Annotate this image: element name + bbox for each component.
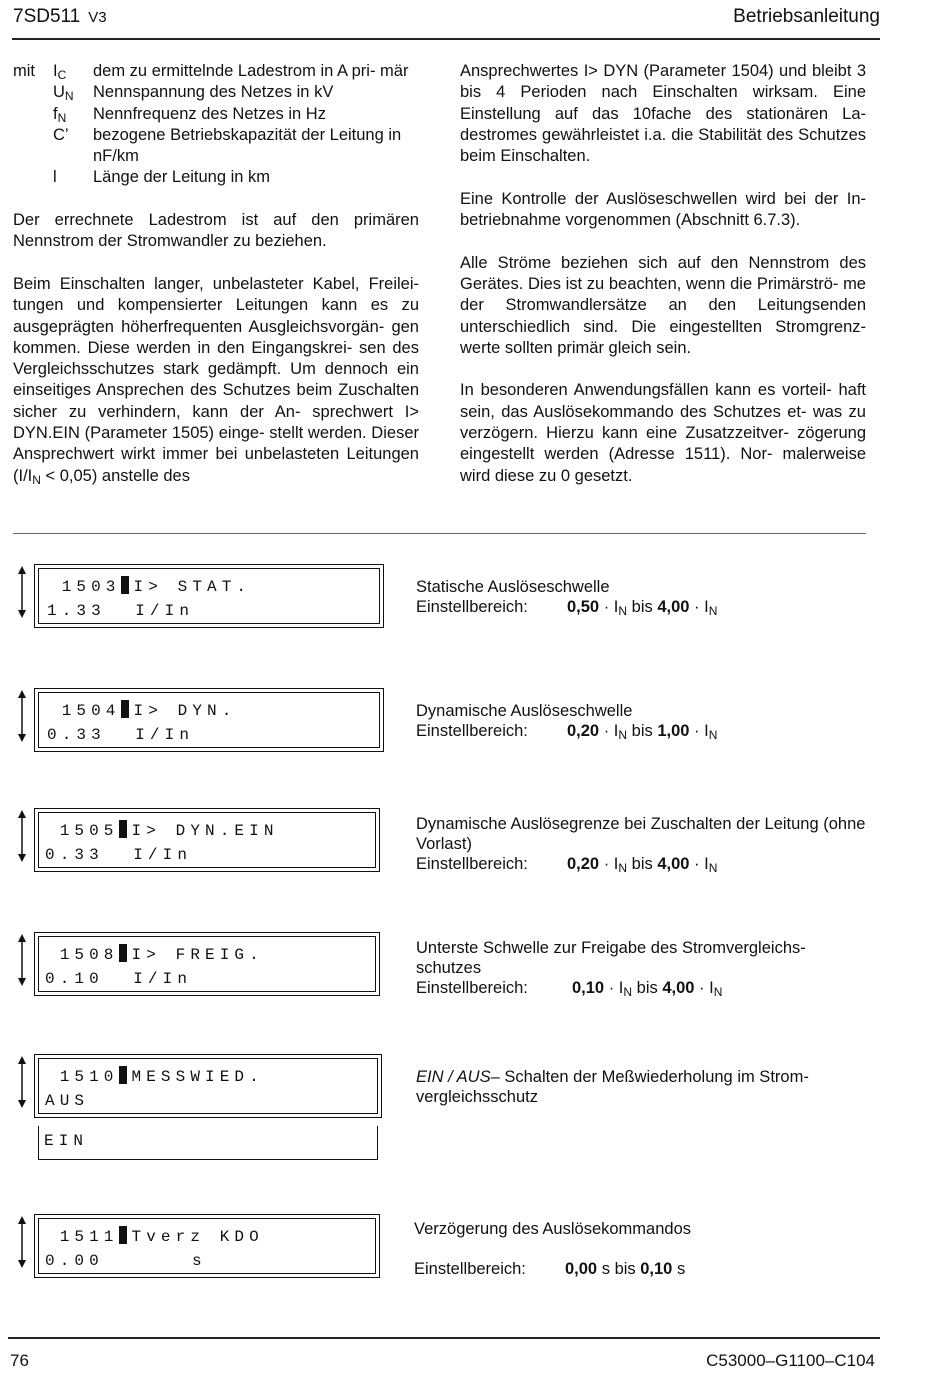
up-down-arrows-icon: [14, 1054, 30, 1110]
lcd-display: [34, 1054, 382, 1118]
parameter-description: [416, 1067, 871, 1107]
lcd-line-1: [45, 820, 279, 840]
cursor-block-icon: [121, 576, 129, 594]
definition-row: [13, 82, 419, 103]
definition-text: Nennfrequenz des Netzes in Hz: [93, 104, 326, 123]
parameter-description: [416, 701, 871, 741]
parameter-description: [414, 1219, 869, 1279]
definition-symbol: $I_C$: [53, 62, 67, 82]
lcd-display: [34, 808, 380, 872]
cursor-block-icon: [119, 944, 127, 962]
parameter-value: 0.33 I/In: [47, 726, 195, 744]
lcd-line-1: [45, 944, 264, 964]
definition-prefix: [13, 167, 53, 188]
alternative-value-box: [38, 1126, 378, 1160]
setting-range: Einstellbereich: $0,20 \cdot I_N$ bis $1,00 \cdot I_N$: [416, 722, 718, 742]
up-down-arrows-icon: [14, 808, 30, 864]
definition-symbol: C’: [53, 125, 69, 144]
parameter-desc-text: Statische Auslöseschwelle: [416, 578, 610, 596]
paragraph: In besonderen Anwendungsfällen kann es vorteil- haft sein, das Auslösekommando des Schutzes et- was zu verzögern. Hierzu kann eine Zusatzzeitver- zögerung eingestellt werden (Adresse 1511). Nor- malerweise wird diese zu 0 gesetzt.: [460, 381, 866, 485]
lcd-display: [34, 1214, 380, 1278]
up-down-arrows-icon: [14, 1214, 30, 1270]
document-title: Betriebsanleitung: [733, 6, 880, 27]
cursor-block-icon: [119, 1226, 127, 1244]
parameter-address: 1508: [59, 946, 119, 964]
parameter-address: 1505: [59, 822, 119, 840]
parameter-desc-text: EIN / AUS– Schalten der Meßwiederholung im Strom- vergleichsschutz: [416, 1068, 809, 1106]
parameter-description: [416, 577, 871, 617]
parameter-name: I> FREIG.: [131, 946, 264, 964]
symbol-definitions: [13, 61, 419, 189]
definition-symbol: $f_N$: [53, 104, 67, 125]
lcd-line-1: [47, 576, 251, 596]
parameter-desc-text: Unterste Schwelle zur Freigabe des Stromvergleichs- schutzes: [416, 939, 806, 977]
up-down-arrows-icon: [14, 564, 30, 620]
parameter-desc-text: Dynamische Auslösegrenze bei Zuschalten der Leitung (ohne Vorlast): [416, 815, 866, 853]
parameter-name: I> STAT.: [133, 578, 252, 596]
definition-prefix: [13, 104, 53, 125]
cursor-block-icon: [119, 820, 127, 838]
up-down-arrows-icon: [14, 932, 30, 988]
paragraph: Der errechnete Ladestrom ist auf den primären Nennstrom der Stromwandler zu beziehen.: [13, 211, 419, 251]
parameter-description: [416, 814, 871, 874]
setting-range: Einstellbereich: $0,20 \cdot I_N$ bis $4,00 \cdot I_N$: [416, 855, 718, 875]
cursor-block-icon: [119, 1066, 127, 1084]
definition-row: [13, 167, 419, 188]
parameter-name: I> DYN.EIN: [131, 822, 279, 840]
model-name: 7SD511: [13, 6, 81, 27]
definition-text: dem zu ermittelnde Ladestrom in A pri- mär: [93, 62, 409, 80]
header-rule: [12, 38, 880, 40]
definition-text: Nennspannung des Netzes in kV: [93, 83, 334, 102]
parameter-desc-text: Dynamische Auslöseschwelle: [416, 702, 633, 720]
up-down-arrows-icon: [14, 688, 30, 744]
definition-row: [13, 61, 419, 82]
document-code: C53000–G1100–C104: [706, 1351, 875, 1370]
lcd-line-1: [45, 1226, 264, 1246]
definition-text: Länge der Leitung in km: [93, 168, 271, 187]
footer-rule: [8, 1337, 880, 1339]
lcd-line-1: [45, 1066, 264, 1086]
lcd-line-1: [47, 700, 236, 720]
definition-text: bezogene Betriebskapazität der Leitung in nF/km: [93, 125, 402, 166]
definition-symbol: l: [53, 168, 57, 187]
parameter-name: Tverz KDO: [131, 1228, 264, 1246]
parameter-value: AUS: [45, 1092, 90, 1110]
left-column: [13, 61, 419, 508]
setting-range: Einstellbereich: $0,10 \cdot I_N$ bis $4,00 \cdot I_N$: [416, 979, 723, 999]
lcd-display: [34, 688, 384, 752]
parameter-address: 1510: [59, 1068, 119, 1086]
parameter-value: 0.00 s: [45, 1252, 207, 1270]
document-model: [13, 6, 107, 28]
paragraph: Eine Kontrolle der Auslöseschwellen wird bei der In- betriebnahme vorgenommen (Abschnitt 6.7.3).: [460, 189, 866, 230]
parameter-description: [416, 938, 871, 998]
parameter-address: 1504: [61, 702, 121, 720]
lcd-display: [34, 564, 384, 628]
section-divider: [13, 533, 866, 534]
setting-range: Einstellbereich: $0,50 \cdot I_N$ bis $4,00 \cdot I_N$: [416, 598, 718, 618]
cursor-block-icon: [121, 700, 129, 718]
parameter-address: 1503: [61, 578, 121, 596]
parameter-name: MESSWIED.: [131, 1068, 264, 1086]
lcd-display: [34, 932, 380, 996]
definition-prefix: [13, 82, 53, 103]
definition-row: [13, 104, 419, 125]
parameter-name: I> DYN.: [133, 702, 237, 720]
parameter-address: 1511: [59, 1228, 119, 1246]
definition-prefix: mit: [13, 62, 35, 80]
parameter-alt-value: EIN: [44, 1132, 89, 1150]
model-version: V3: [88, 9, 107, 26]
paragraph: Ansprechwertes I> DYN (Parameter 1504) und bleibt 3 bis 4 Perioden nach Einschalten wirksam. Eine Einstellung auf das 10fache des stationären La- destromes gewährleistet i.a. die Stabilität des Schutzes beim Einschalten.: [460, 62, 866, 166]
definition-prefix: [13, 125, 53, 168]
definition-row: [13, 125, 419, 168]
parameter-value: 0.33 I/In: [45, 846, 193, 864]
setting-range: Einstellbereich: 0,00 s bis 0,10 s: [414, 1260, 686, 1278]
parameter-value: 1.33 I/In: [47, 602, 195, 620]
right-column: [460, 61, 866, 508]
parameter-desc-text: Verzögerung des Auslösekommandos: [414, 1220, 692, 1238]
page-number: 76: [10, 1351, 29, 1370]
paragraph: Alle Ströme beziehen sich auf den Nennstrom des Gerätes. Dies ist zu beachten, wenn die Primärströ- me der Stromwandlersätze an den Leitungsenden unterschiedlich sind. Die eingestellten Stromgrenz- werte sollten primär gleich sein.: [460, 253, 866, 357]
parameter-value: 0.10 I/In: [45, 970, 193, 988]
definition-symbol: $U_N$: [53, 83, 74, 104]
paragraph: Beim Einschalten langer, unbelasteter Kabel, Freilei- tungen und kompensierter Leitungen kann es zu ausgeprägten höherfrequenten Ausgleichsvorgän- gen kommen. Diese werden in den Eingangskrei- sen des Vergleichsschutzes stark gedämpft. Um dennoch ein einseitiges Ansprechen des Schutzes beim Zuschalten sicher zu verhindern, kann der An- sprechwert I> DYN.EIN (Parameter 1505) einge- stellt werden. Dieser Ansprechwert wirkt immer bei unbelasteten Leitungen $(I/I_N < 0,05)$ anstelle des: [13, 274, 419, 487]
